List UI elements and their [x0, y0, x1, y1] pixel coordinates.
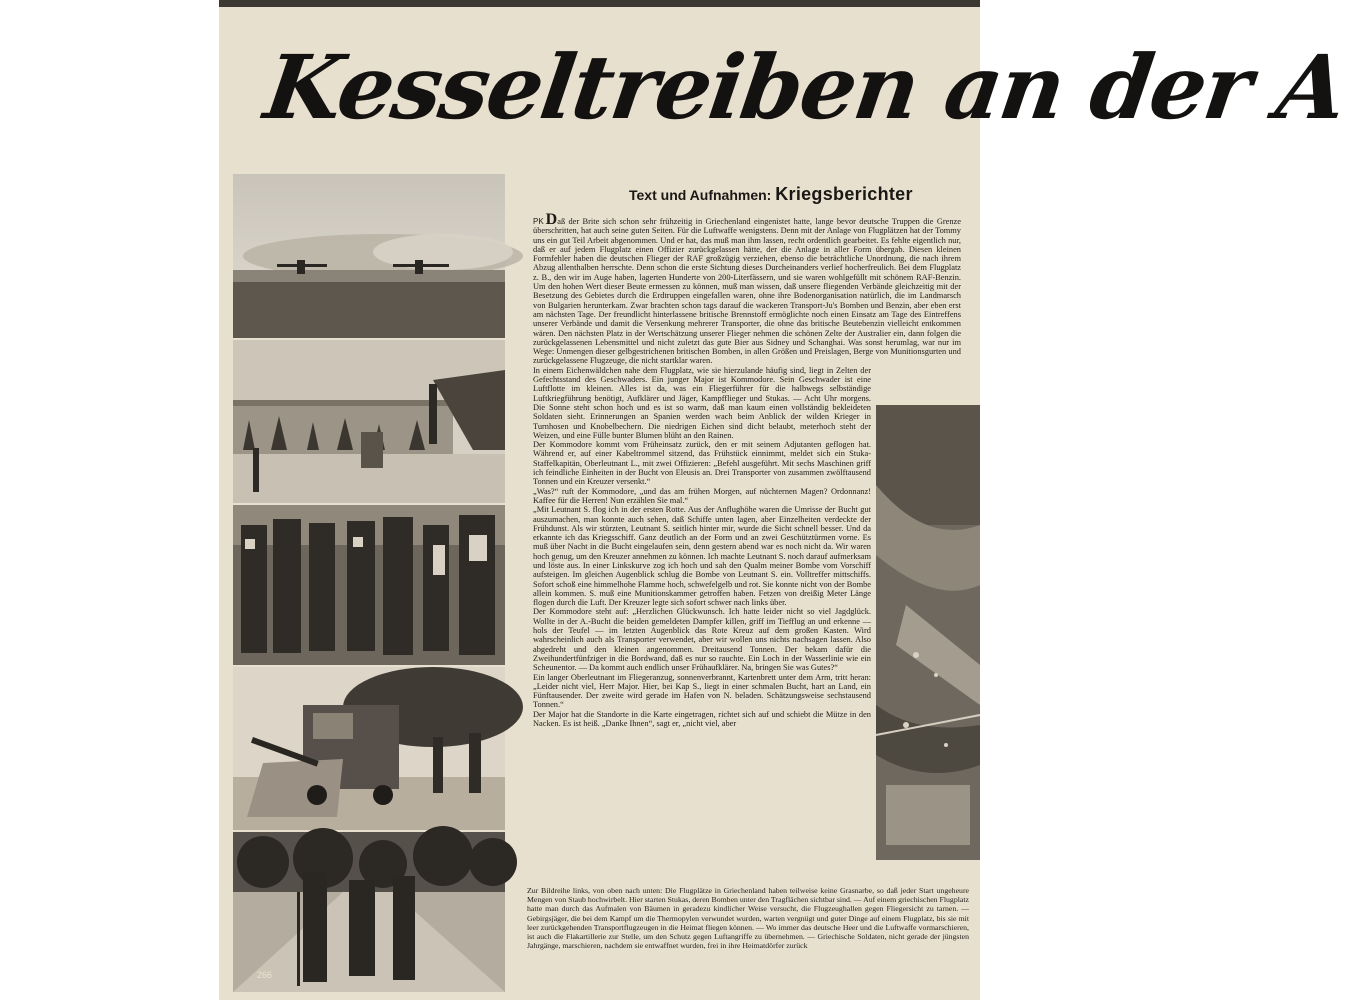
aerial-image	[876, 405, 980, 860]
article-paragraph-8: Der Major hat die Standorte in die Karte eingetragen, richtet sich auf und schiebt die Mütze in den Nacken. Es ist heiß. „Danke Ihnen“, sagt er, „nicht viel, aber	[533, 709, 871, 729]
flak-image	[233, 667, 505, 830]
article-paragraph-4: „Was?“ ruft der Kommodore, „und das am frühen Morgen, auf nüchternen Magen? Ordonnanz! Kaffee für die Herren! Nun erzählen Sie mal.“	[533, 486, 871, 505]
article-paragraph	[533, 211, 961, 366]
magazine-page	[219, 0, 1352, 1000]
soldiers-image	[233, 505, 505, 665]
article-paragraph-2: In einem Eichenwäldchen nahe dem Flugplatz, wie sie hierzulande häufig sind, liegt in Zelten der Gefechtsstand des Geschwaders. Ein junger Major ist Kommodore. Sein Geschwader ist eine Luftflotte im kleinen. Alles ist da, was ein Fliegerführer für die halbwegs selbständige Luftkriegführung benötigt, Aufklärer und Jäger, Kampfflieger und Stukas. — Acht Uhr morgens. Die Sonne steht schon hoch und es ist so warm, daß man kaum einen vollständig bekleideten Soldaten sieht. Erinnerungen an Spanien werden wach beim Anblick der wilden Krieger in Turnhosen und Knobelbechern. Die niedrigen Eichen sind dicht belaubt, meterhoch steht der Weizen, und eine Fülle bunter Blumen blüht an den Rainen.	[533, 365, 871, 440]
article-paragraph-6: Der Kommodore steht auf: „Herzlichen Glückwunsch. Ich hatte leider nicht so viel Jagdglück. Wollte in der A.-Bucht die beiden gemeldeten Dampfer killen, griff im Tiefflug an und erkenne — hols der Teufel — im letzten Augenblick das Rote Kreuz auf dem großen Kasten. Wird wahrscheinlich auch als Transporter verwendet, aber wir wollen uns nichts nachsagen lassen. Also abgedreht und den kleinen angenommen. Dreitausend Tonnen. Der bekam dafür die Zweihundertfünfziger in die Bordwand, daß es nur so rauchte. Ein Loch in der Wasserlinie wie ein Scheunentor. — Da kommt auch endlich unser Frühaufklärer. Na, bringen Sie was Gutes?“	[533, 607, 871, 673]
photo-camouflaged-hangar	[233, 340, 505, 503]
article-narrow-column	[533, 366, 871, 729]
photo-wounded-soldiers	[233, 505, 505, 665]
top-band	[219, 0, 980, 7]
byline	[629, 184, 984, 205]
article-paragraph-5: „Mit Leutnant S. flog ich in der ersten Rotte. Aus der Anflughöhe waren die Umrisse der Bucht gut auszumachen, man konnte auch sehen, daß Schiffe unten lagen, aber Einzelheiten verdeckte der Frühdunst. Als wir stürzten, Leutnant S. seitlich hinter mir, wurde die Sicht schnell besser. Und da erkannte ich das Kriegsschiff. Ganz deutlich an der Form und an zwei Geschütztürmen vorne. Es muß über Nacht in die Bucht eingelaufen sein, denn gestern abend war es noch nicht da. Wir waren hoch genug, um den Kreuzer annehmen zu können. Ich machte Leutnant S. noch darauf aufmerksam und löste aus. In einer Linkskurve zog ich hoch und sah den Qualm meiner Bombe vom Vorschiff aufsteigen. Im gleichen Augenblick schlug die Bombe von Leutnant S. ein. Volltreffer mittschiffs. Sofort schoß eine himmelhohe Flamme hoch, schwefelgelb und rot. Sie konnte nicht von der Bombe allein kommen. S. muß eine Munitionskammer getroffen haben. Fetzen von dreißig Meter Länge flogen durch die Luft. Der Kreuzer legte sich sofort schwer nach links über.	[533, 505, 871, 608]
drop-cap: D	[545, 211, 558, 228]
headline: Kesseltreiben an der A	[258, 35, 1352, 139]
byline-prefix: Text und Aufnahmen:	[629, 187, 772, 203]
photo-flak-truck	[233, 667, 505, 830]
article-paragraph-1: aß der Brite sich schon sehr frühzeitig in Griechenland eingenistet hatte, lange bevor deutsche Truppen die Grenze überschritten, hat auch seine guten Seiten. Für die Luftwaffe wenigstens. Denn mit der Anlage von Flugplätzen hat der Tommy uns ein gut Teil Arbeit abgenommen. Und er hat, das muß man ihm lassen, recht ordentlich gearbeitet. Es fehlte eigentlich nur, daß er auf jedem Flugplatz einen Offizier zurückgelassen hätte, der die Anlage in aller Form übergab. Diesen kleinen Formfehler haben die deutschen Flieger der RAF großzügig verziehen, ebenso die beträchtliche Unordnung, die nach ihrem Abzug allenthalben herrschte. Denn schon die erste Sichtung dieses Durcheinanders verlief hocherfreulich. Bei dem Flugplatz z. B., den wir im Auge haben, lagerten Hunderte von 200-Literfässern, und sie waren wohlgefüllt mit schönem RAF-Benzin. Um den hohen Wert dieser Beute ermessen zu können, muß man wissen, daß unsere fliegenden Verbände gleichzeitig mit der Besetzung des Gebietes durch die Erdtruppen eingefallen waren, ohne ihre Bodenorganisation natürlich, die im Landmarsch von Bulgarien herunterkam. Zwar brachten schon tags darauf die wackeren Transport-Ju's Bomben und Benzin, aber eben erst am nächsten Tage. Der freundlicht hinterlassene britische Brennstoff ermöglichte noch einen Einsatz am Tage des Eintreffens unserer Verbände und damit die Versenkung mehrerer Transporter, die ohne das britische Beutebenzin vielleicht entkommen wären. Den nächsten Platz in der Wertschätzung unserer Flieger nehmen die schönen Zelte der Australier ein, dann folgen die zurückgelassenen Lebensmittel und nicht zuletzt das gute Bier aus Sidney und Schanghai. Was sonst herumlag, war nur im Wege: Unmengen dieser gelbgestrichenen britischen Bomben, in allen Größen und Preislagen, Berge von Munitionsgurten und zurückgelassene Flugzeuge, die nicht startklar waren.	[533, 217, 961, 366]
hangar-image	[233, 340, 505, 503]
photo-stukas-takeoff	[233, 174, 505, 338]
stukas-image	[233, 174, 505, 338]
page-number: 266	[257, 970, 273, 980]
article-paragraph-7: Ein langer Oberleutnant im Fliegeranzug, sonnenverbrannt, Kartenbrett unter dem Arm, tritt heran: „Leider nicht viel, Herr Major. Hier, bei Kap S., liegt in einer schmalen Bucht, hart an Land, ein Fünftausender. Der zweite wird gerade im Hafen von N. beladen. Schätzungsweise sechstausend Tonnen.“	[533, 672, 871, 710]
greek-soldiers-image	[233, 832, 505, 992]
photo-greek-soldiers	[233, 832, 505, 992]
photo-aerial-view	[876, 405, 980, 860]
article-paragraph-3: Der Kommodore kommt vom Früheinsatz zurück, den er mit seinem Adjutanten geflogen hat. Während er, auf einer Kabeltrommel sitzend, das Frühstück einnimmt, meldet sich ein Stuka-Staffelkapitän, Oberleutnant L., mit zwei Offizieren: „Befehl ausgeführt. Mit sechs Maschinen griff ich feindliche Einheiten in der Bucht von Eleusis an. Drei Transporter von zusammen zwölftausend Tonnen und ein Kreuzer versenkt.“	[533, 440, 871, 487]
byline-author: Kriegsberichter	[775, 184, 913, 204]
pk-mark: PK	[533, 217, 544, 226]
photo-caption: Zur Bildreihe links, von oben nach unten: Die Flugplätze in Griechenland haben teilweise keine Grasnarbe, so daß jeder Start ungeheure Mengen von Staub hochwirbelt. Hier starten Stukas, deren Bomben unter den Tragflächen sichtbar sind. — Auf einem griechischen Flugplatz hatte man durch das Aufmalen von Bäumen in geradezu kindlicher Weise versucht, die Flugzeughallen gegen Fliegersicht zu tarnen. — Gebirgsjäger, die bei dem Kampf um die Thermopylen verwundet wurden, warten vergnügt und guter Dinge auf einem Flugplatz, bis sie mit leer zurückgehenden Transportflugzeugen in die Heimat fliegen können. — Wo immer das deutsche Heer und die Luftwaffe vormarschieren, ist auch die Flakartillerie zur Stelle, um den Schutz gegen Luftangriffe zu übernehmen. — Griechische Soldaten, nicht gerade der jüngsten Jahrgänge, marschieren, nachdem sie entwaffnet wurden, frei in ihre Heimatdörfer zurück	[527, 886, 969, 951]
